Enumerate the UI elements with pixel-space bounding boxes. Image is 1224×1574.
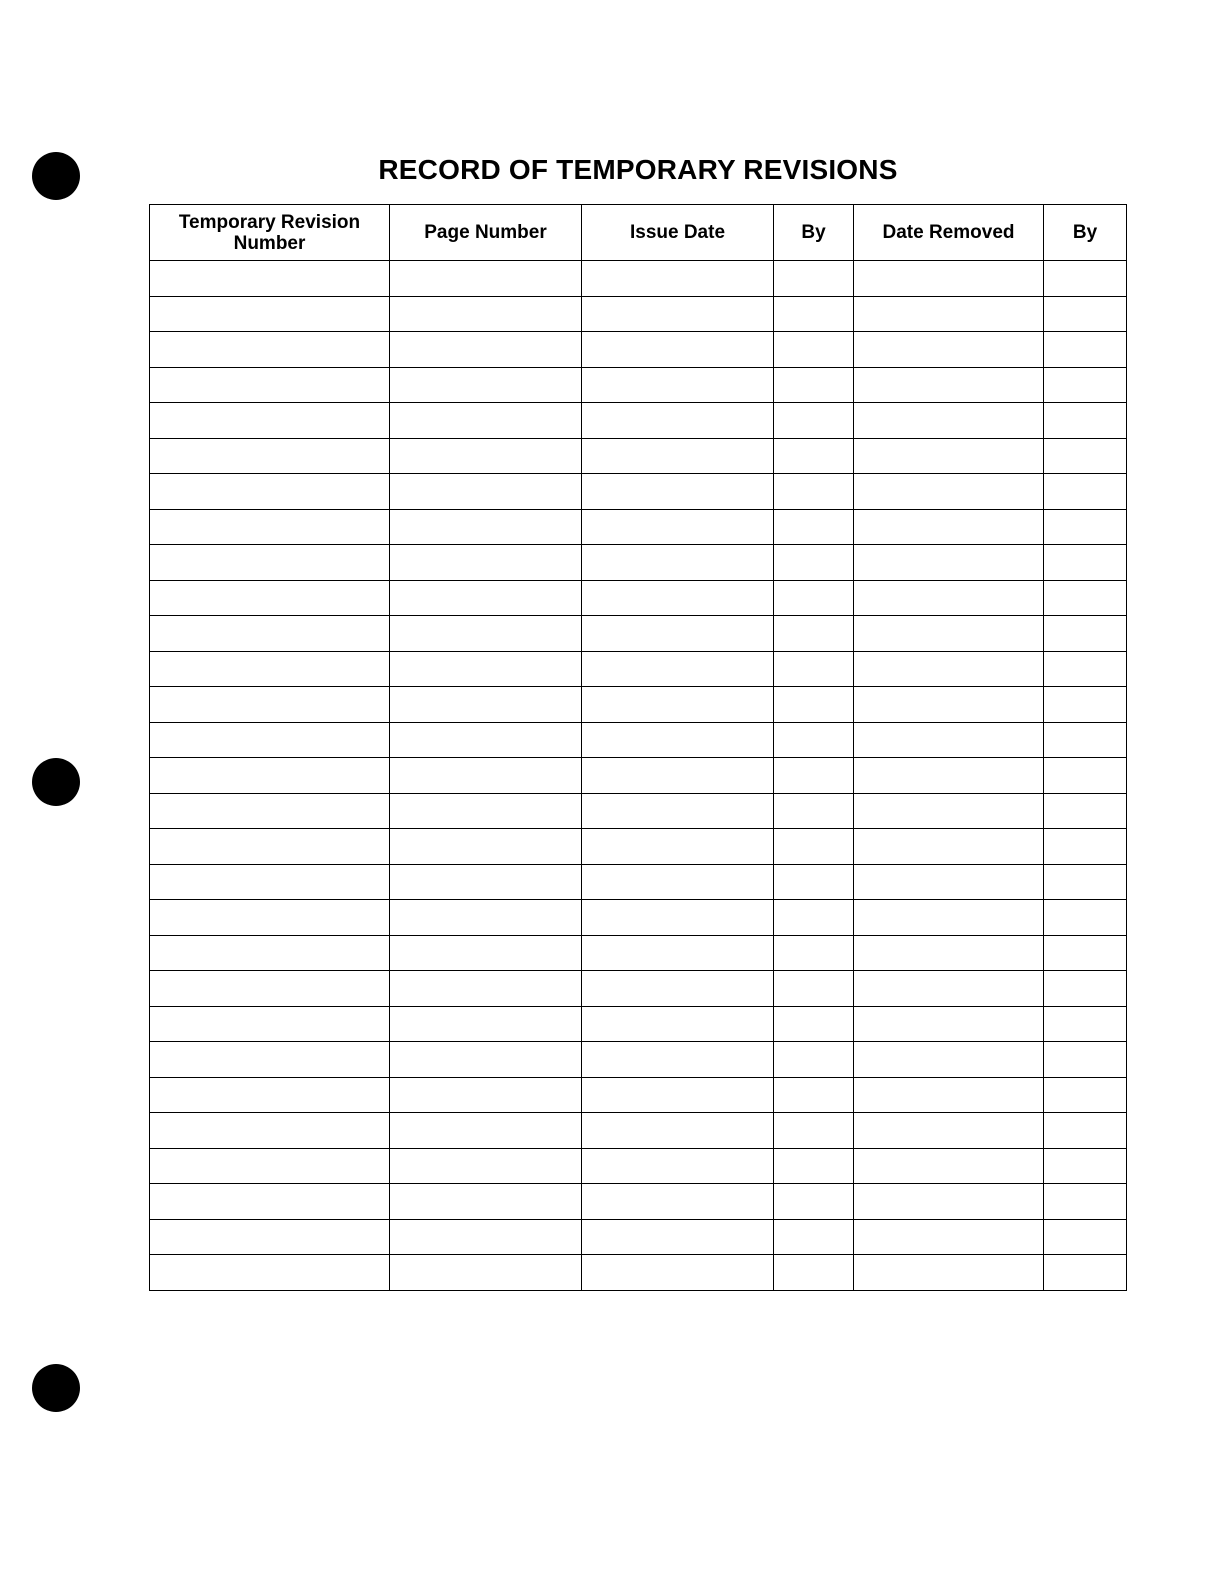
cell-by-removed — [1044, 1219, 1127, 1255]
cell-revision-number — [150, 829, 390, 865]
cell-page-number — [390, 793, 582, 829]
cell-date-removed — [854, 1113, 1044, 1149]
cell-by-removed — [1044, 722, 1127, 758]
header-by-removed: By — [1044, 205, 1127, 261]
cell-by-removed — [1044, 580, 1127, 616]
cell-issue-date — [582, 1006, 774, 1042]
cell-by — [774, 1077, 854, 1113]
cell-by — [774, 1006, 854, 1042]
cell-date-removed — [854, 935, 1044, 971]
cell-revision-number — [150, 793, 390, 829]
cell-page-number — [390, 509, 582, 545]
header-issue-date: Issue Date — [582, 205, 774, 261]
cell-by — [774, 829, 854, 865]
table-row — [150, 332, 1127, 368]
header-by: By — [774, 205, 854, 261]
cell-by — [774, 580, 854, 616]
cell-revision-number — [150, 474, 390, 510]
table-row — [150, 261, 1127, 297]
header-temporary-revision-number — [150, 205, 390, 261]
cell-by-removed — [1044, 296, 1127, 332]
cell-page-number — [390, 1113, 582, 1149]
cell-issue-date — [582, 935, 774, 971]
cell-page-number — [390, 616, 582, 652]
cell-by — [774, 758, 854, 794]
cell-issue-date — [582, 651, 774, 687]
cell-by-removed — [1044, 687, 1127, 723]
table-row — [150, 1255, 1127, 1291]
cell-issue-date — [582, 438, 774, 474]
cell-date-removed — [854, 687, 1044, 723]
cell-by — [774, 509, 854, 545]
cell-page-number — [390, 296, 582, 332]
table-row — [150, 1077, 1127, 1113]
table-row — [150, 758, 1127, 794]
cell-by — [774, 1113, 854, 1149]
cell-date-removed — [854, 1006, 1044, 1042]
cell-by-removed — [1044, 864, 1127, 900]
header-label: Temporary Revision Number — [178, 211, 361, 254]
cell-issue-date — [582, 1184, 774, 1220]
cell-by-removed — [1044, 651, 1127, 687]
cell-by — [774, 935, 854, 971]
cell-page-number — [390, 580, 582, 616]
cell-issue-date — [582, 296, 774, 332]
cell-date-removed — [854, 261, 1044, 297]
cell-revision-number — [150, 1113, 390, 1149]
punch-hole-middle — [32, 758, 80, 806]
cell-by-removed — [1044, 403, 1127, 439]
cell-date-removed — [854, 1148, 1044, 1184]
cell-date-removed — [854, 438, 1044, 474]
cell-date-removed — [854, 367, 1044, 403]
table-row — [150, 651, 1127, 687]
cell-date-removed — [854, 580, 1044, 616]
cell-date-removed — [854, 864, 1044, 900]
cell-issue-date — [582, 474, 774, 510]
cell-by-removed — [1044, 1148, 1127, 1184]
cell-issue-date — [582, 1042, 774, 1078]
cell-page-number — [390, 1077, 582, 1113]
cell-by-removed — [1044, 1255, 1127, 1291]
cell-by — [774, 864, 854, 900]
cell-by-removed — [1044, 1006, 1127, 1042]
cell-by-removed — [1044, 616, 1127, 652]
cell-by-removed — [1044, 935, 1127, 971]
cell-issue-date — [582, 900, 774, 936]
punch-hole-bottom — [32, 1364, 80, 1412]
cell-page-number — [390, 1042, 582, 1078]
cell-date-removed — [854, 1219, 1044, 1255]
cell-issue-date — [582, 864, 774, 900]
table-row — [150, 1006, 1127, 1042]
cell-page-number — [390, 687, 582, 723]
cell-by — [774, 332, 854, 368]
table-row — [150, 971, 1127, 1007]
table-row — [150, 793, 1127, 829]
cell-issue-date — [582, 722, 774, 758]
table-row — [150, 1148, 1127, 1184]
cell-page-number — [390, 1184, 582, 1220]
cell-date-removed — [854, 1255, 1044, 1291]
cell-page-number — [390, 1148, 582, 1184]
table-row — [150, 1184, 1127, 1220]
cell-by — [774, 651, 854, 687]
cell-date-removed — [854, 651, 1044, 687]
cell-by — [774, 1219, 854, 1255]
table-row — [150, 935, 1127, 971]
cell-page-number — [390, 332, 582, 368]
cell-by-removed — [1044, 545, 1127, 581]
table-row — [150, 474, 1127, 510]
cell-date-removed — [854, 332, 1044, 368]
cell-by-removed — [1044, 261, 1127, 297]
punch-hole-top — [32, 152, 80, 200]
cell-date-removed — [854, 722, 1044, 758]
table-row — [150, 438, 1127, 474]
cell-issue-date — [582, 829, 774, 865]
cell-page-number — [390, 1255, 582, 1291]
cell-by — [774, 900, 854, 936]
cell-by — [774, 1042, 854, 1078]
cell-by — [774, 474, 854, 510]
cell-date-removed — [854, 1077, 1044, 1113]
cell-date-removed — [854, 758, 1044, 794]
table-row — [150, 296, 1127, 332]
table-body — [150, 261, 1127, 1291]
table-row — [150, 580, 1127, 616]
cell-issue-date — [582, 403, 774, 439]
cell-page-number — [390, 438, 582, 474]
cell-revision-number — [150, 1148, 390, 1184]
cell-page-number — [390, 935, 582, 971]
cell-revision-number — [150, 616, 390, 652]
cell-revision-number — [150, 1006, 390, 1042]
cell-by-removed — [1044, 332, 1127, 368]
cell-issue-date — [582, 1148, 774, 1184]
cell-page-number — [390, 971, 582, 1007]
table-row — [150, 403, 1127, 439]
cell-issue-date — [582, 367, 774, 403]
table-row — [150, 1113, 1127, 1149]
cell-by-removed — [1044, 971, 1127, 1007]
cell-by — [774, 296, 854, 332]
cell-date-removed — [854, 509, 1044, 545]
cell-by-removed — [1044, 900, 1127, 936]
cell-date-removed — [854, 1184, 1044, 1220]
cell-revision-number — [150, 900, 390, 936]
cell-page-number — [390, 758, 582, 794]
cell-date-removed — [854, 545, 1044, 581]
cell-by-removed — [1044, 474, 1127, 510]
cell-issue-date — [582, 332, 774, 368]
cell-revision-number — [150, 1184, 390, 1220]
header-row — [150, 205, 1127, 261]
cell-issue-date — [582, 1255, 774, 1291]
cell-revision-number — [150, 1219, 390, 1255]
table-row — [150, 509, 1127, 545]
cell-by — [774, 545, 854, 581]
page-title: RECORD OF TEMPORARY REVISIONS — [378, 154, 898, 185]
cell-page-number — [390, 1219, 582, 1255]
cell-by — [774, 971, 854, 1007]
cell-revision-number — [150, 403, 390, 439]
cell-issue-date — [582, 1077, 774, 1113]
cell-by — [774, 687, 854, 723]
cell-by-removed — [1044, 758, 1127, 794]
cell-page-number — [390, 367, 582, 403]
table-row — [150, 545, 1127, 581]
cell-revision-number — [150, 1077, 390, 1113]
cell-revision-number — [150, 509, 390, 545]
table-row — [150, 829, 1127, 865]
cell-revision-number — [150, 332, 390, 368]
table-row — [150, 687, 1127, 723]
cell-page-number — [390, 864, 582, 900]
cell-issue-date — [582, 1219, 774, 1255]
cell-by — [774, 722, 854, 758]
cell-revision-number — [150, 1255, 390, 1291]
table-row — [150, 900, 1127, 936]
cell-date-removed — [854, 971, 1044, 1007]
cell-by — [774, 616, 854, 652]
table-row — [150, 1219, 1127, 1255]
cell-issue-date — [582, 687, 774, 723]
cell-issue-date — [582, 1113, 774, 1149]
cell-by-removed — [1044, 1077, 1127, 1113]
cell-by — [774, 403, 854, 439]
cell-date-removed — [854, 474, 1044, 510]
table-row — [150, 722, 1127, 758]
cell-by-removed — [1044, 1184, 1127, 1220]
cell-issue-date — [582, 971, 774, 1007]
cell-issue-date — [582, 616, 774, 652]
header-date-removed: Date Removed — [854, 205, 1044, 261]
cell-by — [774, 793, 854, 829]
cell-by-removed — [1044, 509, 1127, 545]
cell-page-number — [390, 1006, 582, 1042]
cell-by — [774, 1255, 854, 1291]
cell-issue-date — [582, 758, 774, 794]
cell-revision-number — [150, 545, 390, 581]
cell-revision-number — [150, 687, 390, 723]
cell-page-number — [390, 261, 582, 297]
cell-page-number — [390, 900, 582, 936]
cell-by — [774, 1184, 854, 1220]
cell-revision-number — [150, 722, 390, 758]
cell-page-number — [390, 474, 582, 510]
cell-by-removed — [1044, 1042, 1127, 1078]
header-page-number: Page Number — [390, 205, 582, 261]
cell-issue-date — [582, 261, 774, 297]
cell-date-removed — [854, 793, 1044, 829]
cell-date-removed — [854, 616, 1044, 652]
table-row — [150, 616, 1127, 652]
cell-page-number — [390, 829, 582, 865]
cell-page-number — [390, 722, 582, 758]
cell-by-removed — [1044, 1113, 1127, 1149]
cell-revision-number — [150, 935, 390, 971]
cell-by — [774, 1148, 854, 1184]
cell-by-removed — [1044, 367, 1127, 403]
cell-by — [774, 261, 854, 297]
cell-revision-number — [150, 580, 390, 616]
cell-revision-number — [150, 1042, 390, 1078]
cell-revision-number — [150, 438, 390, 474]
cell-revision-number — [150, 261, 390, 297]
cell-date-removed — [854, 403, 1044, 439]
cell-date-removed — [854, 829, 1044, 865]
cell-by-removed — [1044, 793, 1127, 829]
revisions-table — [149, 204, 1127, 1291]
table-row — [150, 864, 1127, 900]
cell-by-removed — [1044, 829, 1127, 865]
cell-date-removed — [854, 296, 1044, 332]
cell-revision-number — [150, 651, 390, 687]
cell-issue-date — [582, 580, 774, 616]
cell-page-number — [390, 651, 582, 687]
table-row — [150, 1042, 1127, 1078]
cell-revision-number — [150, 971, 390, 1007]
cell-page-number — [390, 545, 582, 581]
cell-by-removed — [1044, 438, 1127, 474]
cell-by — [774, 367, 854, 403]
cell-by — [774, 438, 854, 474]
cell-date-removed — [854, 900, 1044, 936]
cell-page-number — [390, 403, 582, 439]
cell-revision-number — [150, 758, 390, 794]
cell-issue-date — [582, 793, 774, 829]
cell-issue-date — [582, 545, 774, 581]
cell-revision-number — [150, 864, 390, 900]
cell-issue-date — [582, 509, 774, 545]
cell-date-removed — [854, 1042, 1044, 1078]
cell-revision-number — [150, 367, 390, 403]
table-row — [150, 367, 1127, 403]
cell-revision-number — [150, 296, 390, 332]
